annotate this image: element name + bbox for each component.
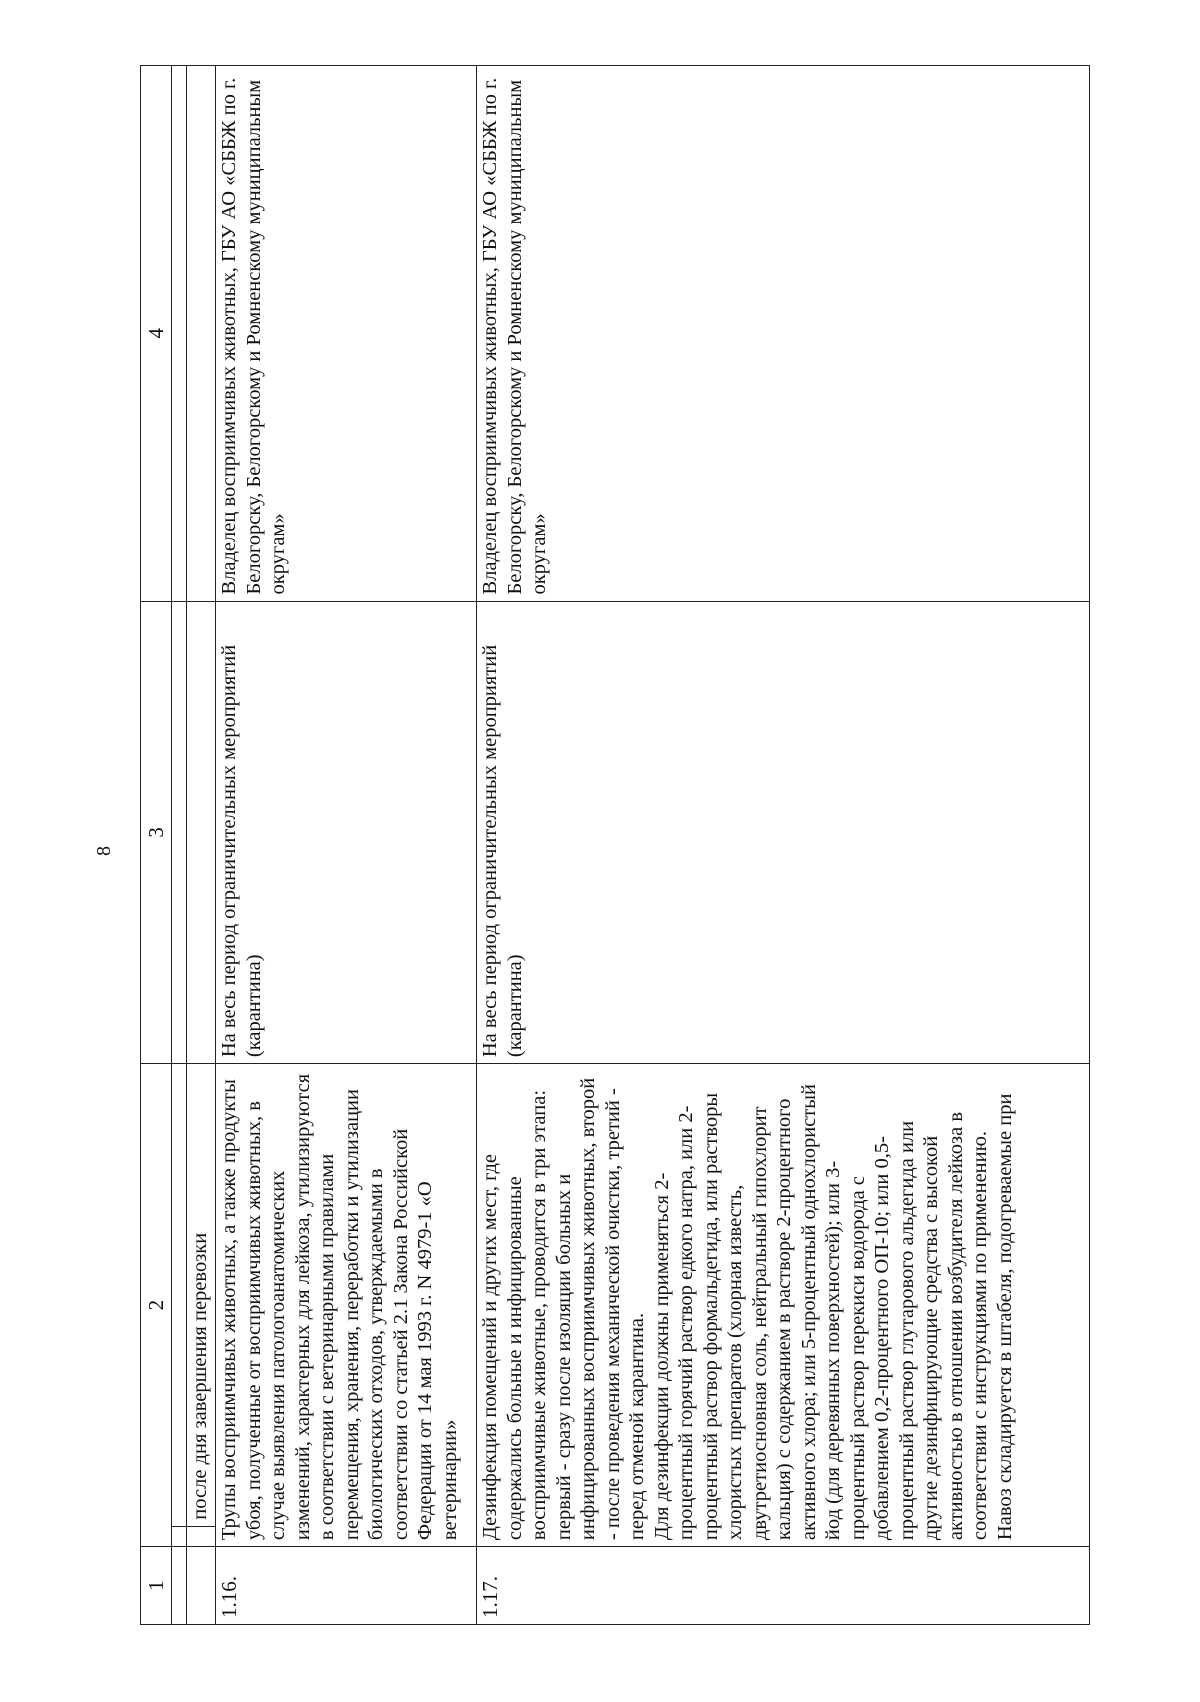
- row-number: 1.16.: [216, 1547, 477, 1625]
- header-col-3: 3: [141, 601, 172, 1064]
- header-col-1: 1: [141, 1547, 172, 1625]
- header-col-4: 4: [141, 66, 172, 602]
- row-number: 1.17.: [477, 1547, 1090, 1625]
- row-responsible: Владелец восприимчивых животных, ГБУ АО «СББЖ по г. Белогорску, Белогорскому и Ромненскому муниципальным округам»: [477, 66, 1090, 602]
- empty-cell: [172, 1547, 187, 1625]
- row-period: На весь период ограничительных мероприятий (карантина): [477, 601, 1090, 1064]
- table-row: [216, 66, 477, 1625]
- empty-cell: [187, 66, 216, 602]
- empty-cell: [172, 1064, 187, 1527]
- row-responsible: Владелец восприимчивых животных, ГБУ АО «СББЖ по г. Белогорску, Белогорскому и Ромненскому муниципальным округам»: [216, 66, 477, 602]
- continuation-text: после дня завершения перевозки: [187, 1064, 216, 1527]
- description-paragraph-2: Для дезинфекции должны применяться 2-процентный горячий раствор едкого натра, или 2-процентный раствор формальдегида, или растворы хлористых препаратов (хлорная известь, двутретиосновная соль, нейтральный гипохлорит кальция) с содержанием в растворе 2-процентного активного хлора; или 5-процентный однохлористый йод (для деревянных поверхностей); или 3-процентный раствор перекиси водорода с добавлением 0,2-процентного ОП-10; или 0,5-процентный раствор глутарового альдегида или другие дезинфицирующие средства с высокой активностью в отношении возбудителя лейкоза в соответствии с инструкциями по применению.: [650, 1084, 991, 1541]
- description-paragraph-1: Дезинфекция помещений и других мест, где содержались больные и инфицированные восприимчивые животные, проводится в три этапа: первый - сразу после изоляции больных и инфицированных восприимчивых животных, второй - после проведения механической очистки, третий - перед отменой карантина.: [479, 1077, 648, 1541]
- table-subheader-row: [172, 66, 187, 1625]
- description-paragraph-3: Навоз складируется в штабеля, подогреваемые при: [993, 1093, 1016, 1541]
- measures-table: [140, 65, 1090, 1625]
- row-description: Трупы восприимчивых животных, а также продукты убоя, полученные от восприимчивых животных, в случае выявления патологоанатомических изменений, характерных для лейкоза, утилизируются в соответствии с ветеринарными правилами перемещения, хранения, переработки и утилизации биологических отходов, утверждаемыми в соответствии со статьей 2.1 Закона Российской Федерации от 14 мая 1993 г. N 4979-1 «О ветеринарии»: [216, 1064, 477, 1547]
- empty-cell: [172, 1526, 187, 1546]
- empty-cell: [187, 601, 216, 1064]
- page-number: 8: [93, 846, 115, 856]
- row-description: [477, 1064, 1090, 1547]
- empty-cell: [187, 1526, 216, 1546]
- empty-cell: [187, 1547, 216, 1625]
- table-row-continuation: [187, 66, 216, 1625]
- rotated-page-content: [140, 65, 1090, 1625]
- header-col-2: 2: [141, 1064, 172, 1547]
- table-row: [477, 66, 1090, 1625]
- table-header-row: [141, 66, 172, 1625]
- empty-cell: [172, 66, 187, 602]
- row-period: На весь период ограничительных мероприятий (карантина): [216, 601, 477, 1064]
- empty-cell: [172, 601, 187, 1064]
